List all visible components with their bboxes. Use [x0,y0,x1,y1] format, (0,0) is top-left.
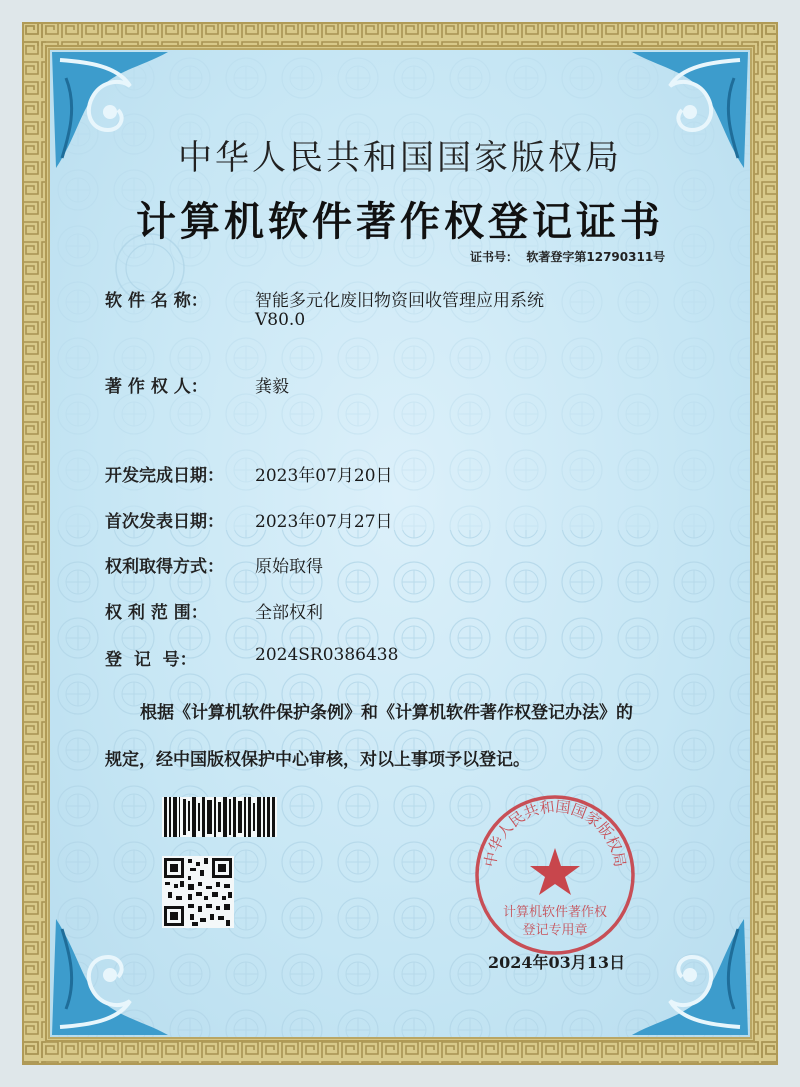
certificate-number [470,248,665,265]
field-value-software-name: 智能多元化废旧物资回收管理应用系统 [255,291,544,311]
field-label-registration-number: 登 记 号： [105,650,197,670]
statement-line-2: 规定，经中国版权保护中心审核，对以上事项予以登记。 [105,750,530,770]
certificate-title: 计算机软件著作权登记证书 [136,198,664,245]
field-label-software-name: 软 件 名 称： [105,291,208,311]
certificate-number-label: 证书号： [470,250,519,264]
field-label-copyright-owner: 著 作 权 人： [105,377,208,397]
qr-code [162,856,234,928]
certificate-number-value: 软著登字第12790311号 [526,250,666,264]
field-label-rights-scope: 权 利 范 围： [105,603,208,623]
seal-star-icon [530,848,580,895]
field-label-publish-date: 首次发表日期： [105,512,224,532]
issue-date: 2024年03月13日 [488,953,626,972]
field-value-acquisition-method: 原始取得 [255,557,323,577]
barcode [162,797,277,837]
field-value-registration-number: 2024SR0386438 [255,645,399,665]
issuer-title: 中华人民共和国国家版权局 [178,138,622,178]
field-value-software-version: V80.0 [255,310,306,330]
field-value-publish-date: 2023年07月27日 [255,512,393,532]
field-value-copyright-owner: 龚毅 [255,377,289,397]
field-value-completion-date: 2023年07月20日 [255,466,393,486]
seal-inner-line-1: 计算机软件著作权 [502,905,608,920]
statement-line-1: 根据《计算机软件保护条例》和《计算机软件著作权登记办法》的 [140,703,633,723]
seal-inner-line-2: 登记专用章 [522,923,588,938]
field-label-completion-date: 开发完成日期： [105,466,224,486]
field-label-acquisition-method: 权利取得方式： [105,557,224,577]
official-seal [470,790,640,960]
field-value-rights-scope: 全部权利 [255,603,323,623]
seal-outer-text: 中华人民共和国国家版权局 [480,797,630,869]
